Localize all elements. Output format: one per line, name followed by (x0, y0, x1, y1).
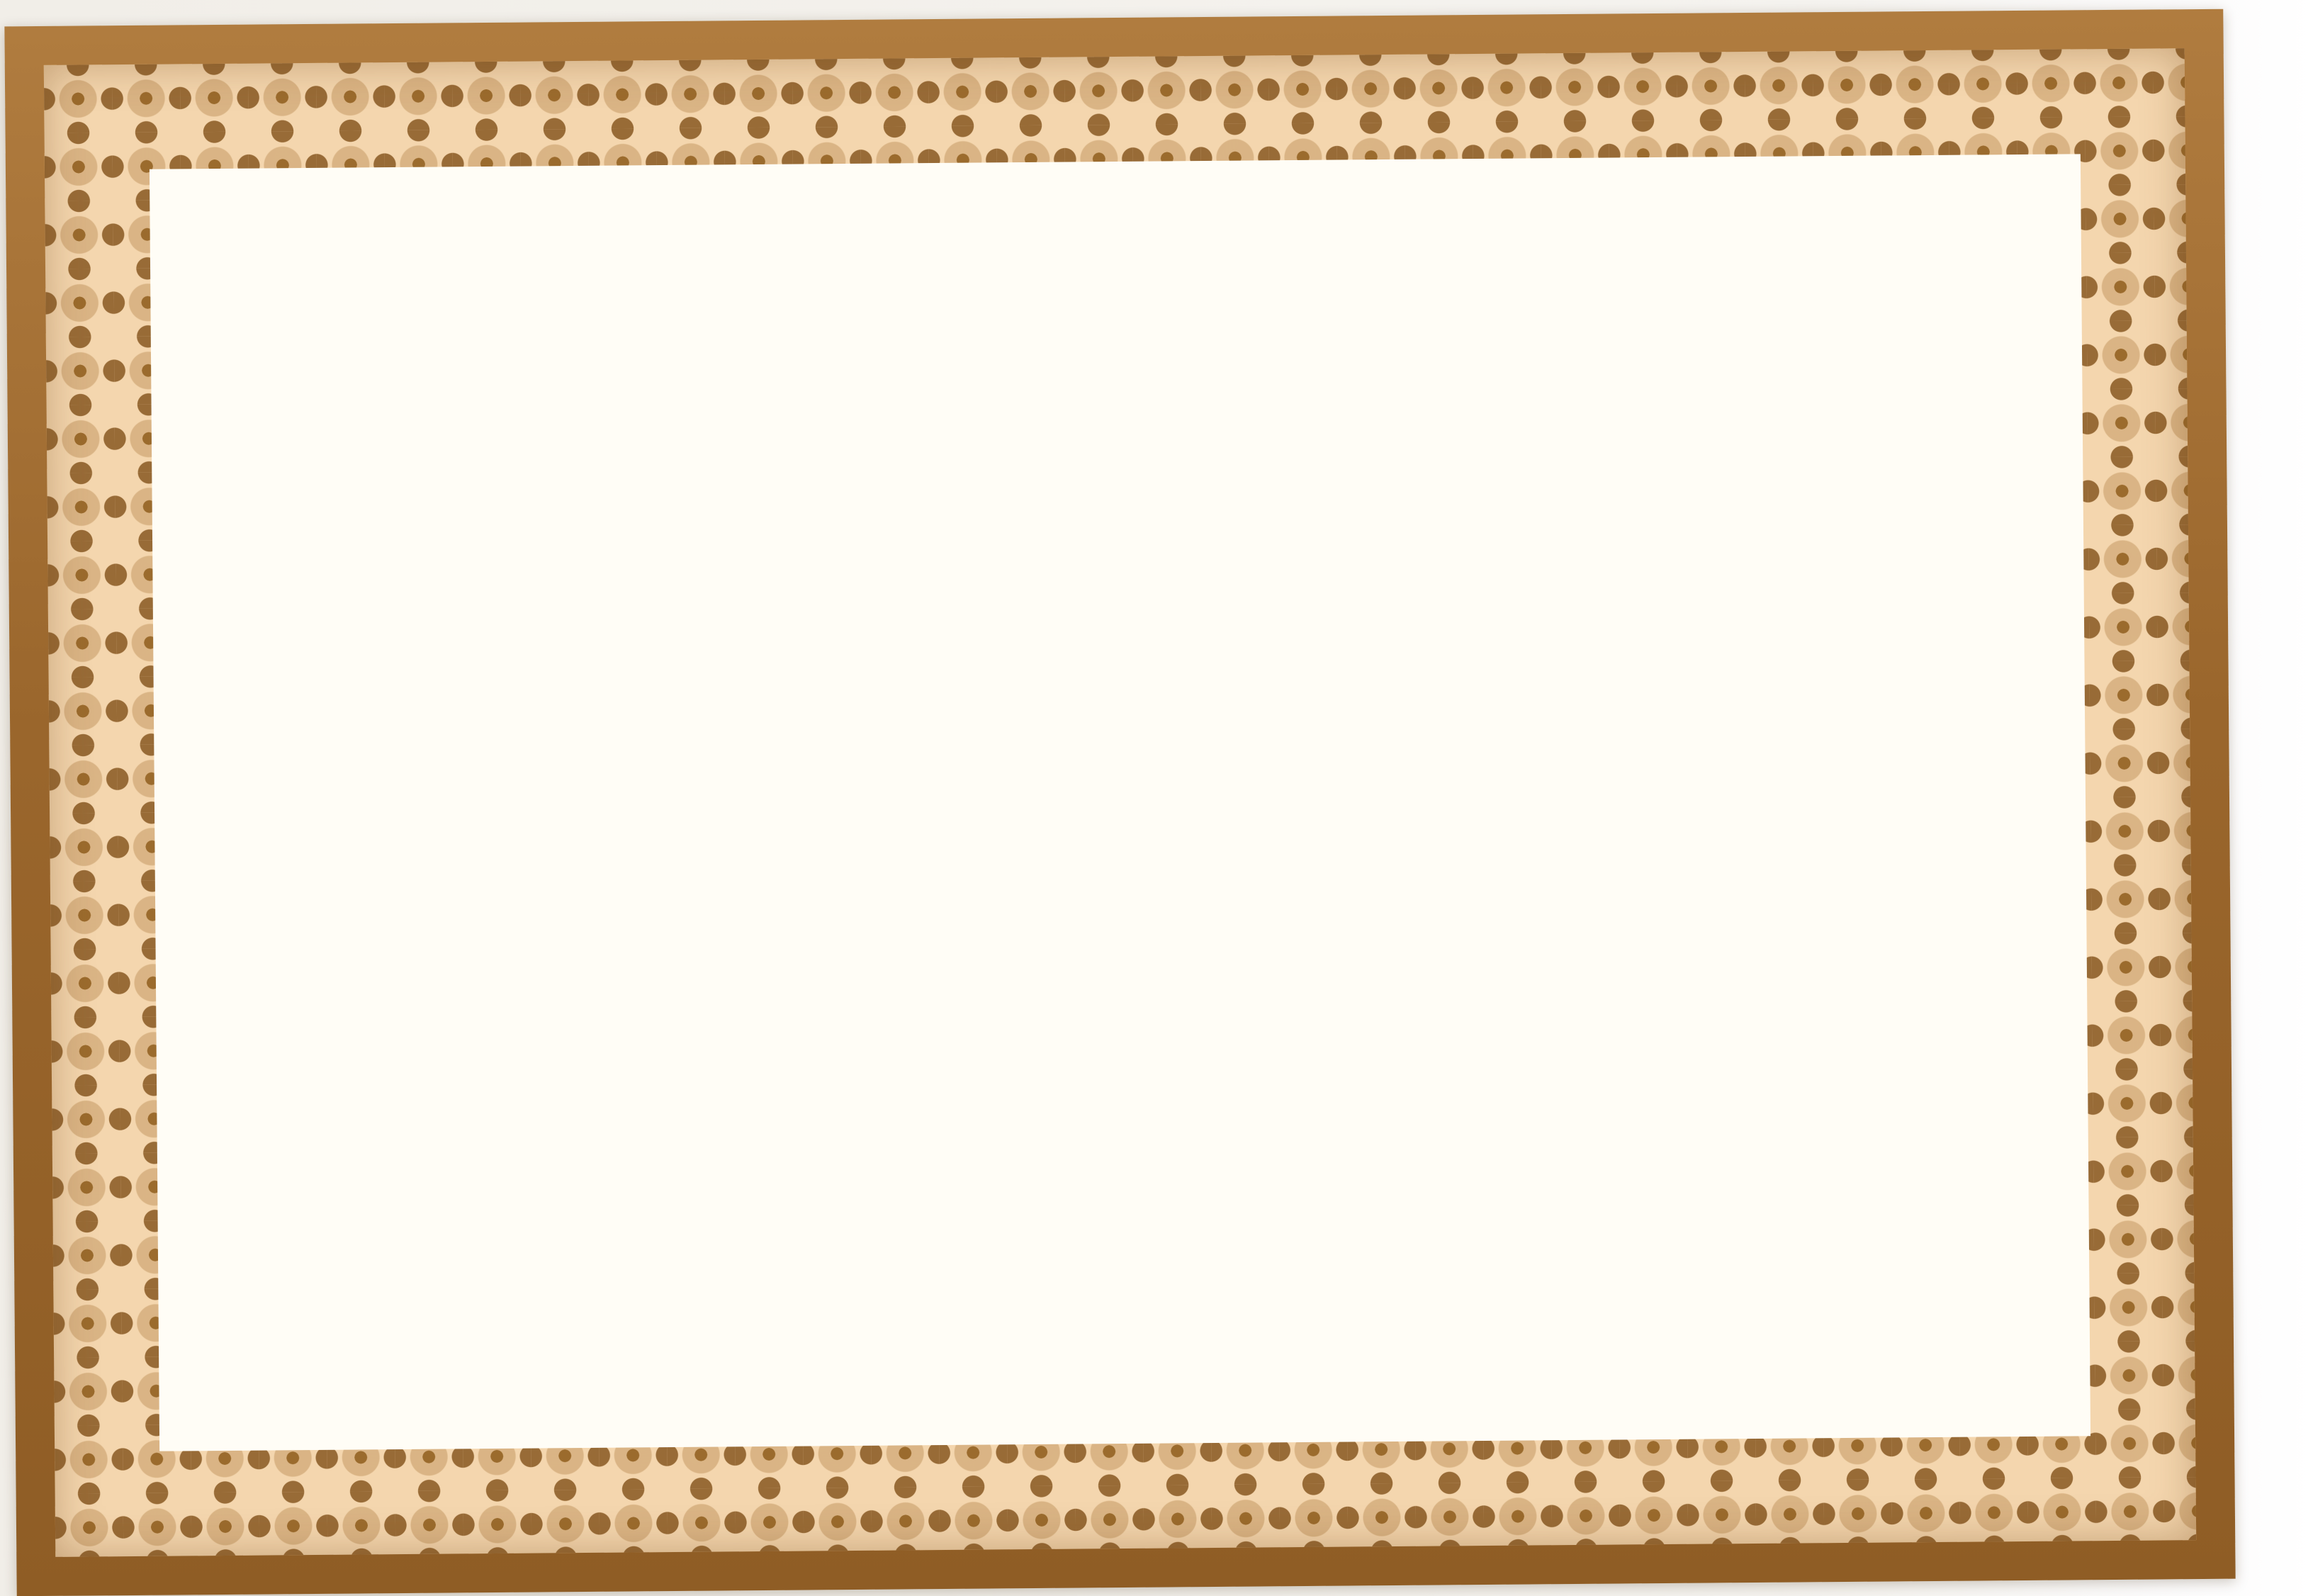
certificate (4, 9, 2235, 1596)
border-outer-brown-band (4, 9, 2235, 1596)
border-damask-pattern-band (44, 48, 2196, 1557)
border-white-margin (167, 172, 2064, 186)
inner-double-frame (167, 172, 2064, 186)
border-rope-line (157, 161, 2083, 1444)
corner-flourish-icon (449, 1591, 663, 1596)
corner-flourish-icon (665, 1590, 879, 1596)
border-cream-line (150, 154, 2090, 1451)
